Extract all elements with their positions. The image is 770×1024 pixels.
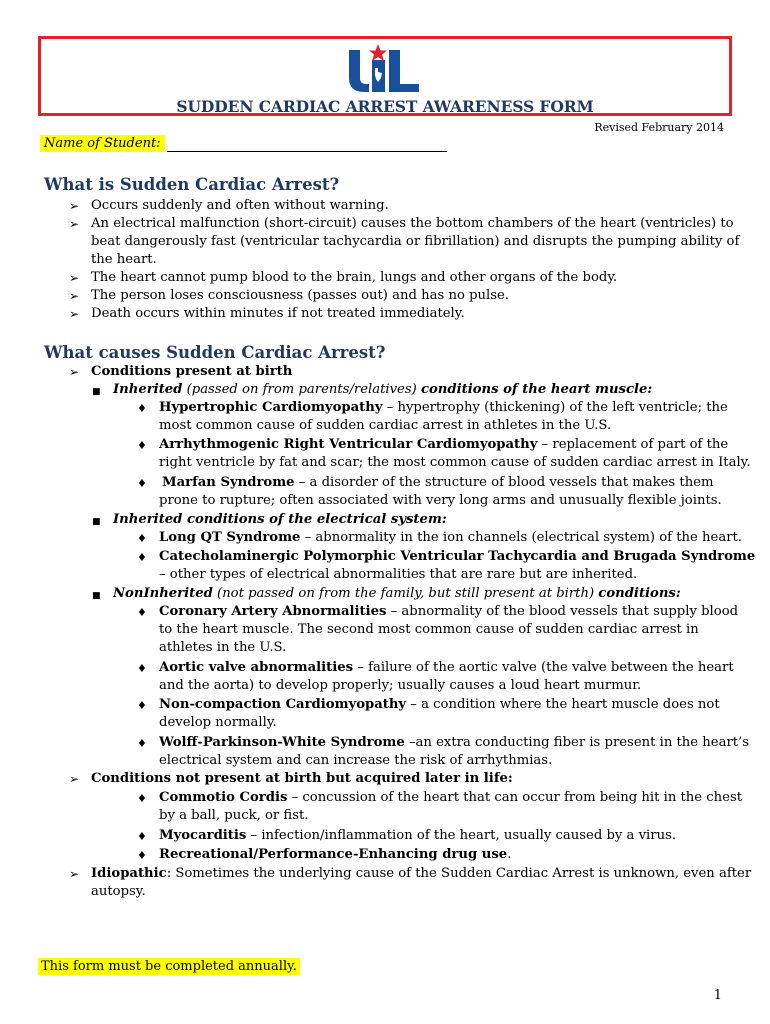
diamond-bullet-icon: ♦	[137, 849, 147, 862]
list-item: Coronary Artery Abnormalities – abnormality of the blood vessels that supply blood	[159, 604, 739, 619]
list-item: most common cause of sudden cardiac arrest in athletes in the U.S.	[159, 418, 612, 433]
diamond-bullet-icon: ♦	[137, 402, 147, 415]
diamond-bullet-icon: ♦	[137, 551, 147, 564]
list-item: The person loses consciousness (passes out) and has no pulse.	[91, 288, 509, 303]
list-item: Occurs suddenly and often without warning.	[91, 198, 389, 213]
diamond-bullet-icon: ♦	[137, 737, 147, 750]
list-item: by a ball, puck, or fist.	[159, 808, 309, 823]
list-item: Catecholaminergic Polymorphic Ventricular Tachycardia and Brugada Syndrome	[159, 549, 756, 564]
arrow-bullet-icon: ➢	[69, 772, 80, 786]
list-item: the heart.	[91, 252, 157, 267]
list-item: beat dangerously fast (ventricular tachycardia or fibrillation) and disrupts the pumping ability of	[91, 234, 740, 249]
list-item: prone to rupture; often associated with very long arms and unusually flexible joints.	[159, 493, 722, 508]
arrow-bullet-icon: ➢	[69, 867, 80, 881]
form-title: SUDDEN CARDIAC ARREST AWARENESS FORM	[176, 97, 594, 116]
list-item: Inherited conditions of the electrical system:	[113, 512, 447, 527]
list-item: athletes in the U.S.	[159, 640, 287, 655]
list-item: Arrhythmogenic Right Ventricular Cardiomyopathy – replacement of part of the	[159, 437, 729, 452]
list-item: Aortic valve abnormalities – failure of the aortic valve (the valve between the heart	[159, 660, 734, 675]
list-item: autopsy.	[91, 884, 146, 899]
list-item: NonInherited (not passed on from the family, but still present at birth) conditions:	[113, 586, 681, 601]
diamond-bullet-icon: ♦	[137, 792, 147, 805]
list-item: Commotio Cordis – concussion of the heart that can occur from being hit in the chest	[159, 790, 743, 805]
arrow-bullet-icon: ➢	[69, 289, 80, 303]
list-item: – other types of electrical abnormalities that are rare but are inherited.	[159, 567, 638, 582]
annual-completion-note: This form must be completed annually.	[38, 958, 300, 975]
arrow-bullet-icon: ➢	[69, 365, 80, 379]
list-item: Inherited (passed on from parents/relatives) conditions of the heart muscle:	[113, 382, 653, 397]
student-name-label: Name of Student:	[40, 135, 165, 152]
list-item: Conditions not present at birth but acquired later in life:	[91, 771, 513, 786]
page-number: 1	[713, 988, 722, 1003]
arrow-bullet-icon: ➢	[69, 199, 80, 213]
list-item: Wolff-Parkinson-White Syndrome –an extra conducting fiber is present in the heart’s	[159, 735, 750, 750]
square-bullet-icon: ■	[92, 517, 101, 527]
list-item: develop normally.	[159, 715, 277, 730]
diamond-bullet-icon: ♦	[137, 532, 147, 545]
list-item: An electrical malfunction (short-circuit) causes the bottom chambers of the heart (ventricles) to	[91, 216, 734, 231]
diamond-bullet-icon: ♦	[137, 662, 147, 675]
list-item: Marfan Syndrome – a disorder of the structure of blood vessels that makes them	[162, 475, 714, 490]
list-item: Hypertrophic Cardiomyopathy – hypertrophy (thickening) of the left ventricle; the	[159, 400, 728, 415]
list-item: Conditions present at birth	[91, 364, 293, 379]
list-item: Recreational/Performance-Enhancing drug use.	[159, 847, 512, 862]
square-bullet-icon: ■	[92, 387, 101, 397]
list-item: Long QT Syndrome – abnormality in the ion channels (electrical system) of the heart.	[159, 530, 742, 545]
what-heading: What is Sudden Cardiac Arrest?	[44, 175, 340, 194]
arrow-bullet-icon: ➢	[69, 307, 80, 321]
arrow-bullet-icon: ➢	[69, 217, 80, 231]
diamond-bullet-icon: ♦	[137, 439, 147, 452]
revised-date: Revised February 2014	[594, 121, 724, 134]
arrow-bullet-icon: ➢	[69, 271, 80, 285]
list-item: Non-compaction Cardiomyopathy – a condition where the heart muscle does not	[159, 697, 720, 712]
diamond-bullet-icon: ♦	[137, 830, 147, 843]
diamond-bullet-icon: ♦	[137, 477, 147, 490]
uil-logo	[347, 44, 421, 94]
list-item: to the heart muscle. The second most common cause of sudden cardiac arrest in	[159, 622, 699, 637]
list-item: right ventricle by fat and scar; the most common cause of sudden cardiac arrest in Italy.	[159, 455, 751, 470]
list-item: Idiopathic: Sometimes the underlying cause of the Sudden Cardiac Arrest is unknown, even after	[91, 866, 752, 881]
student-name-field[interactable]	[167, 137, 447, 152]
diamond-bullet-icon: ♦	[137, 699, 147, 712]
list-item: The heart cannot pump blood to the brain, lungs and other organs of the body.	[91, 270, 618, 285]
list-item: Myocarditis – infection/inflammation of the heart, usually caused by a virus.	[159, 828, 677, 843]
list-item: Death occurs within minutes if not treated immediately.	[91, 306, 465, 321]
list-item: and the aorta) to develop properly; usually causes a loud heart murmur.	[159, 678, 642, 693]
list-item: electrical system and can increase the risk of arrhythmias.	[159, 753, 553, 768]
diamond-bullet-icon: ♦	[137, 606, 147, 619]
student-name-row	[40, 135, 447, 152]
square-bullet-icon: ■	[92, 591, 101, 601]
causes-heading: What causes Sudden Cardiac Arrest?	[44, 343, 386, 362]
